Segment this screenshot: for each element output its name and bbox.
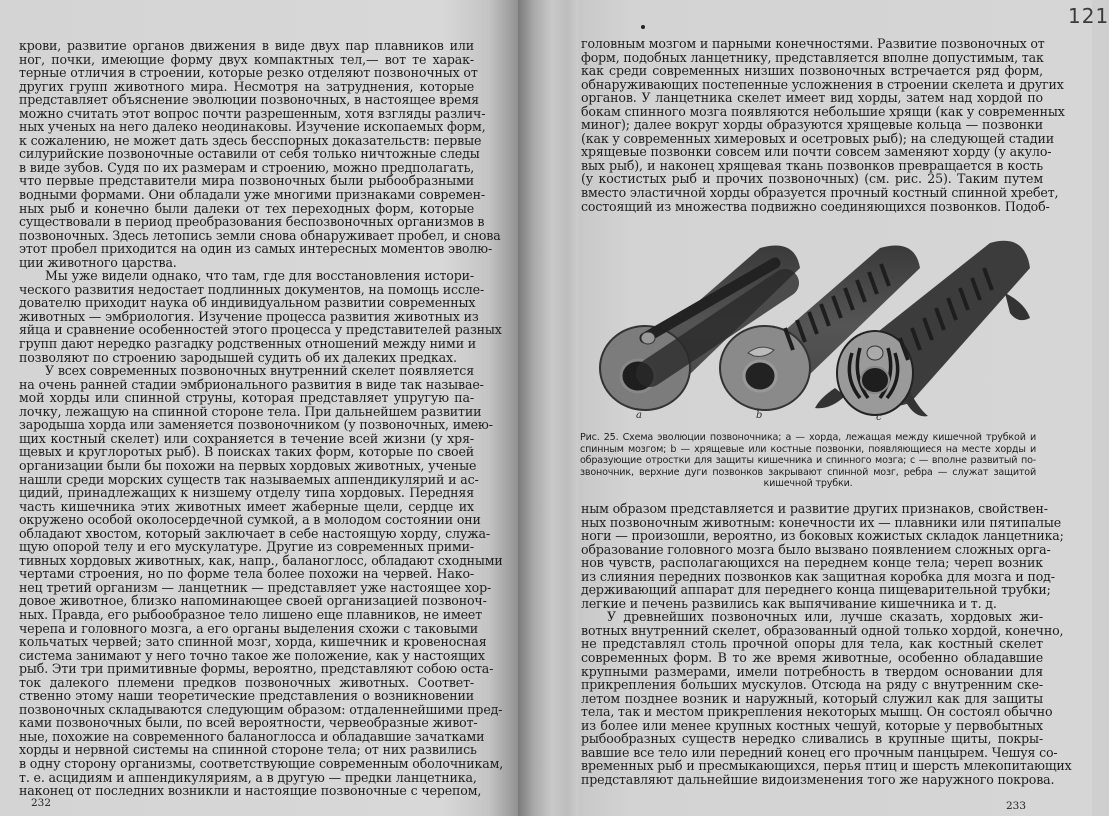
text-line: довое животное, близко напоминающее своей организацией позвоноч-	[19, 593, 487, 609]
book-gutter	[518, 0, 580, 816]
text-line: современных форм. В то же время животные, особенно обладавшие	[581, 650, 1043, 666]
text-line: представляет объяснение эволюции позвоночных, в настоящее время	[19, 92, 479, 108]
text-line: терные отличия в строении, которые резко отделяют позвоночных от	[19, 65, 478, 81]
text-line: ным образом представляется и развитие других признаков, свойствен-	[581, 501, 1048, 516]
text-line: состоящий из множества подвижно соединяющихся позвонков. Подоб-	[581, 198, 1050, 214]
text-line: можно считать этот вопрос почти разрешенным, хотя взгляды различ-	[19, 105, 486, 121]
text-line: представляют дальнейшие видоизменения того же наружного покрова.	[581, 771, 1055, 787]
text-line: образование головного мозга было вызвано появлением сложных орга-	[581, 541, 1051, 557]
text-line: головным мозгом и парными конечностями. Развитие позвоночных от	[581, 36, 1045, 51]
text-line: обнаруживающих постепенные усложнения в строении скелета и других	[581, 76, 1064, 92]
text-line: черепа и головного мозга, а его органы выделения схожи с таковыми	[19, 620, 479, 636]
text-line: обладают хвостом, который заключает в себе настоящую хорду, служа-	[19, 525, 491, 541]
text-line: ные, похожие на современного баланоглосса и обладавшие зачатками	[19, 728, 485, 744]
text-line: миног); далее вокруг хорды образуются хрящевые кольца — позвонки	[581, 117, 1043, 133]
left-page	[0, 0, 520, 816]
text-line: существовали в период преобразования беспозвоночных организмов в	[19, 214, 485, 230]
figure-illustration	[590, 228, 1040, 423]
text-line: ног, почки, имеющие форму двух компактных тел,— вот те харак-	[19, 51, 474, 67]
text-line: щую опорой телу и его мускулатуре. Другие из современных прими-	[19, 539, 474, 555]
ink-speck	[641, 25, 645, 29]
text-line: животных — эмбриология. Изучение процесса развития животных из	[19, 308, 479, 324]
text-line: ных. Правда, его рыбообразное тело лишено еще плавников, не имеет	[19, 606, 483, 622]
text-line: к сожалению, не может дать здесь бесспорных доказательств: первые	[19, 132, 482, 148]
caption-line: Рис. 25. Схема эволюции позвоночника; а — хорда, лежащая между кишечной трубкой и	[580, 432, 1036, 443]
text-line: цидий, принадлежащих к низшему отделу типа хордовых. Передняя	[19, 485, 474, 501]
text-line: ции животного царства.	[19, 254, 177, 270]
text-line: окружено особой околосердечной сумкой, а в молодом состоянии они	[19, 512, 481, 528]
text-line: ток далекого племени предков позвоночных животных. Соответ-	[19, 674, 474, 690]
text-line: (как у современных химеровых и осетровых рыб); на следующей стадии	[581, 130, 1055, 146]
text-line: ных рыб и конечно были далеки от тех переходных форм, которые	[19, 200, 474, 216]
text-line: рыбообразных существ нередко сливались в крупные щиты, покры-	[581, 731, 1043, 747]
text-line: этот пробел приходится на один из самых интересных моментов эволю-	[19, 241, 493, 257]
text-line: нов чувств, располагающихся на переднем конце тела; череп возник	[581, 555, 1043, 571]
text-line: других групп животного мира. Несмотря на затруднения, которые	[19, 78, 474, 94]
text-line: групп дают нередко разгадку родственных отношений между ними и	[19, 336, 477, 352]
text-line: вавшие все тело или передний конец его прочным панцырем. Чешуя со-	[581, 744, 1058, 760]
text-line: рыб. Эти три примитивные формы, вероятно, представляют собою оста-	[19, 661, 494, 677]
text-line: ноги — произошли, вероятно, из боковых кожистых складок ланцетника;	[581, 528, 1064, 544]
text-line: прикрепления больших мускулов. Отсюда на ряду с внутренним ске-	[581, 677, 1043, 693]
text-line: дователю приходит наука об индивидуальном развитии современных	[19, 295, 476, 311]
text-line: силурийские позвоночные оставили от себя только ничтожные следы	[19, 146, 480, 162]
figure-vertebral-evolution	[590, 228, 1040, 423]
text-line: форм, подобных ланцетнику, представляется вполне допустимым, так	[581, 49, 1044, 65]
text-line: т. е. асцидиям и аппендикуляриям, а в другую — предки ланцетника,	[19, 769, 477, 785]
text-line: чертами строения, но по форме тела более похожи на червей. Нако-	[19, 566, 474, 582]
caption-line: образующие отростки для защиты кишечника и спинного мозга; c — вполне развитый по-	[580, 455, 1036, 467]
text-line: крупными размерами, имели потребность в твердом основании для	[581, 663, 1043, 679]
text-line: хорды и нервной системы на спинной стороне тела; от них развились	[19, 742, 477, 758]
text-line: в виде зубов. Судя по их размерам и строению, можно предполагать,	[19, 159, 475, 175]
text-line: ческого развития недостает подлинных документов, на помощь иссле-	[19, 281, 485, 297]
text-line: ных ученых на него далеко неодинаковы. Изучение ископаемых форм,	[19, 119, 486, 135]
text-line: органов. У ланцетника скелет имеет вид хорды, затем над хордой по	[581, 90, 1043, 106]
right-page	[578, 0, 1109, 816]
page-number-right: 233	[1006, 800, 1027, 812]
text-line: У древнейших позвоночных или, лучше сказать, хордовых жи-	[607, 609, 1043, 625]
figure-label-c: c	[876, 412, 882, 423]
right-page-text-top	[581, 36, 1065, 214]
text-line: водными формами. Они обладали уже многими признаками современ-	[19, 187, 485, 203]
text-line: на очень ранней стадии эмбрионального развития в виде так называе-	[19, 376, 484, 392]
text-line: держивающий аппарат для переднего конца пищеварительной трубки;	[581, 582, 1051, 598]
text-line: кольчатых червей; зато спинной мозг, хорда, кишечник и кровеносная	[19, 634, 487, 650]
text-line: нашли среди морских существ так называемых аппендикулярий и ас-	[19, 471, 479, 487]
text-line: ками позвоночных были, по всей вероятности, червеобразные живот-	[19, 715, 478, 731]
caption-line: звоночник, верхние дуги позвонков закрывают спинной мозг, ребра — служат защитой	[580, 466, 1036, 478]
text-line: наконец от последних возникли и настоящие позвоночные с черепом,	[19, 783, 482, 799]
right-page-text-bottom	[581, 501, 1072, 787]
text-line: как среди современных низших позвоночных встречается ряд форм,	[581, 63, 1043, 79]
page-number-left: 232	[31, 797, 52, 809]
text-line: из более или менее крупных костных чешуй, которые у первобытных	[581, 717, 1043, 733]
text-line: система занимают у него точно такое же положение, как у настоящих	[19, 647, 485, 663]
text-line: ных позвоночным животным: конечности их — плавники или пятипалые	[581, 514, 1062, 530]
text-line: хрящевые позвонки совсем или почти совсем заменяют хорду (у акуло-	[581, 144, 1052, 160]
text-line: щевых и круглоротых рыб). В поисках таких форм, которые по своей	[19, 444, 474, 460]
text-line: яйца и сравнение особенностей этого процесса у представителей разных	[19, 322, 502, 338]
text-line: вотных внутренний скелет, образованный одной только хордой, конечно,	[581, 622, 1064, 638]
text-line: позвоночных. Здесь летопись земли снова обнаруживает пробел, и снова	[19, 227, 501, 243]
text-line: нец третий организм — ланцетник — представляет уже настоящее хор-	[19, 579, 492, 595]
handwritten-page-mark: 121	[1068, 4, 1109, 28]
text-line: тела, так и местом прикрепления некоторых мышц. Он состоял обычно	[581, 704, 1053, 720]
text-line: Мы уже видели однако, что там, где для восстановления истори-	[45, 268, 474, 284]
figure-label-a: a	[636, 410, 642, 421]
text-line: организации были бы похожи на первых хордовых животных, ученые	[19, 457, 477, 473]
text-line: не представлял столь прочной опоры для тела, как костный скелет	[581, 636, 1043, 652]
text-line: летом позднее возник и наружный, который служил как для защиты	[581, 690, 1043, 706]
text-line: тивных хордовых животных, как, напр., баланоглосс, обладают сходными	[19, 552, 503, 568]
text-line: вых рыб), и наконец хрящевая ткань позвонков превращается в кость	[581, 157, 1043, 173]
figure-caption	[580, 432, 1036, 490]
text-line: позвоночных складываются следующим образом: отдаленнейшими пред-	[19, 701, 503, 717]
text-line: щих костный скелет) или сохраняется в течение всей жизни (у хря-	[19, 430, 474, 446]
text-line: крови, развитие органов движения в виде двух пар плавников или	[19, 38, 474, 53]
text-line: в одну сторону организмы, соответствующие современным оболочникам,	[19, 755, 504, 771]
text-line: У всех современных позвоночных внутренний скелет появляется	[45, 363, 474, 379]
figure-label-b: b	[756, 410, 763, 421]
caption-line: спинным мозгом; b — хрящевые или костные позвонки, появляющиеся на месте хорды и	[580, 443, 1036, 455]
text-line: часть кишечника этих животных имеет жаберные щели, сердце их	[19, 498, 474, 514]
text-line: лочку, лежащую на спинной стороне тела. При дальнейшем развитии	[19, 403, 482, 419]
text-line: вместо эластичной хорды образуется прочный костный спинной хребет,	[581, 185, 1059, 201]
text-line: зародыша хорда или заменяется позвоночником (у позвоночных, имею-	[19, 417, 493, 433]
text-line: бокам спинного мозга появляются небольшие хрящи (как у современных	[581, 103, 1065, 119]
text-line: временных рыб и пресмыкающихся, перья птиц и шерсть млекопитающих	[581, 758, 1072, 774]
text-line: легкие и печень развились как выпячивание кишечника и т. д.	[581, 595, 997, 611]
left-page-text	[19, 38, 504, 799]
caption-line: кишечной трубки.	[763, 478, 853, 490]
text-line: ственно этому наши теоретические представления о возникновении	[19, 688, 474, 704]
text-line: позволяют по строению зародышей судить об их далеких предках.	[19, 349, 457, 365]
text-line: что первые представители мира позвоночных были рыбообразными	[19, 173, 474, 189]
text-line: мой хорды или спинной струны, которая представляет упругую па-	[19, 390, 474, 406]
text-line: из слияния передних позвонков как защитная коробка для мозга и под-	[581, 568, 1055, 584]
text-line: (у костистых рыб и прочих позвоночных) (см. рис. 25). Таким путем	[581, 171, 1043, 187]
